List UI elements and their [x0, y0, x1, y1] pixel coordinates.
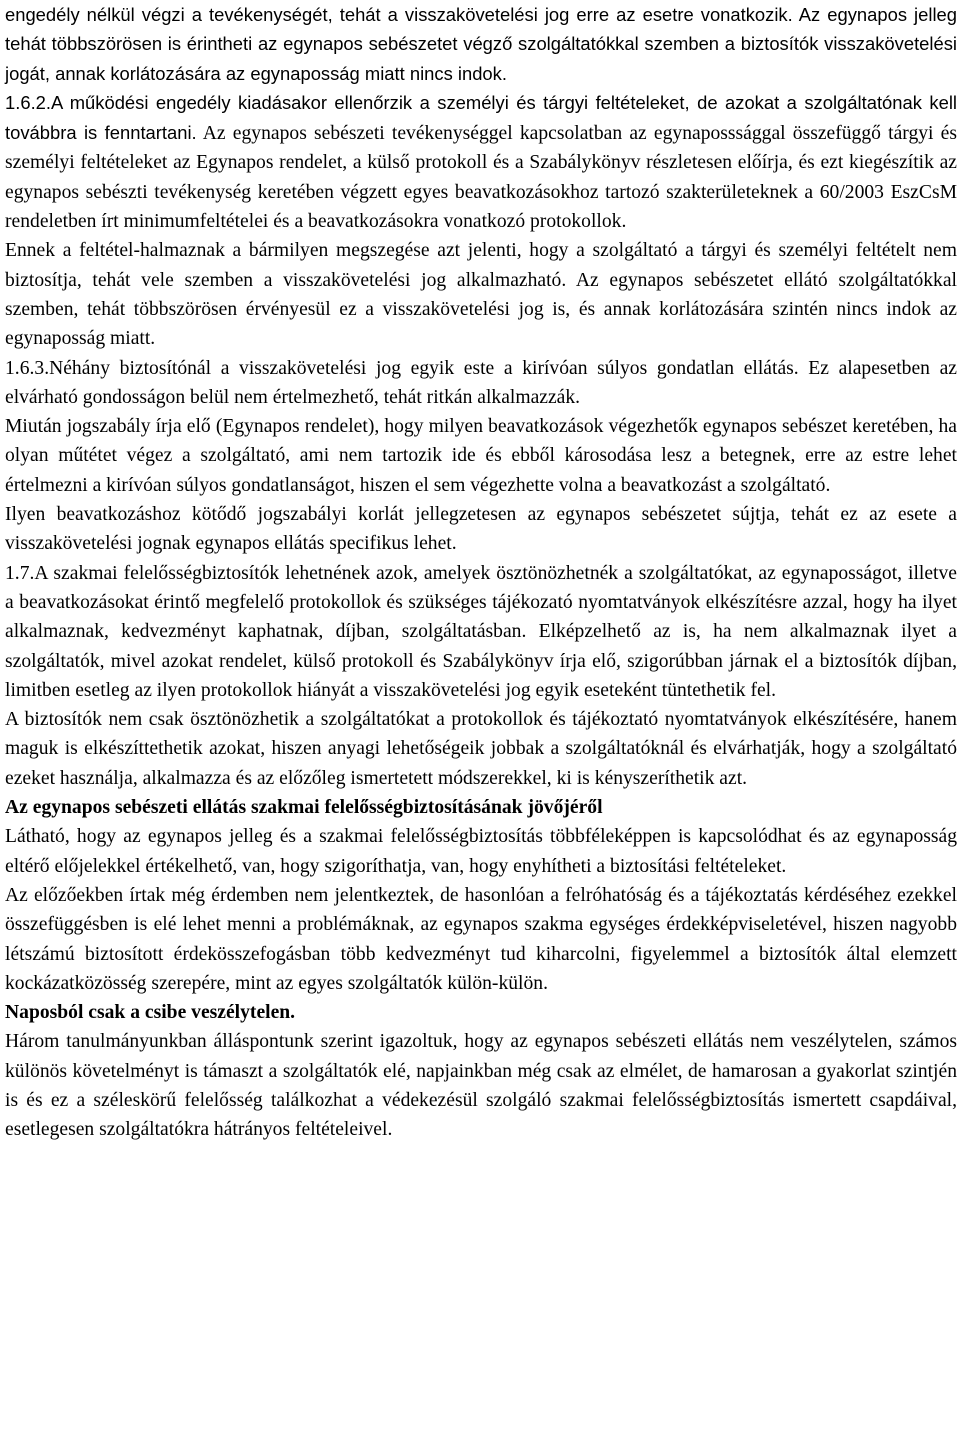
paragraph-9: Látható, hogy az egynapos jelleg és a szakmai felelősségbiztosítás többféleképpen is kapcsolódhat és az egynaposság eltérő előjelekkel értékelhető, van, hogy szigoríthatja, van, hogy enyhítheti a biztosítási feltételeket.: [5, 826, 957, 877]
paragraph-1-6-3: 1.6.3.Néhány biztosítónál a visszakövetelési jog egyik este a kirívóan súlyos gondatlan ellátás. Ez alapesetben az elvárható gondosságon belül nem értelmezhető, tehát ritkán alkalmazzák.: [5, 357, 957, 408]
paragraph-5: Miután jogszabály írja elő (Egynapos rendelet), hogy milyen beavatkozások végezhetők egynapos sebészet keretében, ha olyan műtétet végez a szolgáltató, ami nem tartozik ide és ebből károsodása lesz a betegnek, erre az estre lehet értelmezni a kirívóan súlyos gondatlanságot, hiszen el sem végezhette volna a beavatkozást a szolgáltató.: [5, 416, 957, 496]
section-1-6-2-lead: 1.6.2.A működési engedély kiadásakor ellenőrzik a személyi és tárgyi feltételeket, de azokat a szolgáltatónak kell továbbra is fenntartani.: [5, 91, 957, 144]
section-1-6-2-body: Az egynapos sebészeti tevékenységgel kapcsolatban az egynaposssággal összefüggő tárgyi és személyi feltételeket az Egynapos rendelet, a külső protokoll és a Szabálykönyv részletesen előírja, és ezt kiegészítik az egynapos sebészti tevékenység keretében végzett egyes beavatkozásokhoz tartozó szakterületeknek a 60/2003 EszCsM rendeletben írt minimumfeltételei és a beavatkozásokra vonatkozó protokollok.: [5, 123, 957, 233]
paragraph-1-6-2: [5, 88, 957, 236]
paragraph-3: Ennek a feltétel-halmaznak a bármilyen megszegése azt jelenti, hogy a szolgáltató a tárgyi és személyi feltételt nem biztosítja, tehát vele szemben a visszakövetelési jog alkalmazható. Az egynapos sebészetet ellátó szolgáltatókkal szemben, tehát többszörösen érvényesül ez a visszakövetelési jog is, és annak korlátozására szintén nincs indok az egynaposság miatt.: [5, 240, 957, 350]
section-heading-future: Az egynapos sebészeti ellátás szakmai felelősségbiztosításának jövőjéről: [5, 797, 603, 819]
document-page: [5, 0, 957, 1145]
paragraph-6: Ilyen beavatkozáshoz kötődő jogszabályi korlát jellegzetesen az egynapos sebészetet sújtja, tehát ez az esete a visszakövetelési jognak egynapos ellátás specifikus lehet.: [5, 504, 957, 555]
paragraph-11: Három tanulmányunkban álláspontunk szerint igazoltuk, hogy az egynapos sebészeti ellátás nem veszélytelen, számos különös követelményt is támaszt a szolgáltatók elé, napjainkban még csak az elmélet, de hamarosan a gyakorlat szintjén is és ez a széleskörű felelősség találkozhat a védekezésül szolgáló szakmai felelősségbiztosítás ismertett csapdáival, esetlegesen szolgáltatókra hátrányos feltételeivel.: [5, 1031, 957, 1141]
paragraph-1: engedély nélkül végzi a tevékenységét, tehát a visszakövetelési jog erre az esetre vonatkozik. Az egynapos jelleg tehát többszörösen is érintheti az egynapos sebészetet végző szolgáltatókkal szemben a biztosítók visszakövetelési jogát, annak korlátozására az egynaposság miatt nincs indok.: [5, 4, 957, 84]
section-heading-csibe: Naposból csak a csibe veszélytelen.: [5, 1002, 296, 1024]
paragraph-1-7: 1.7.A szakmai felelősségbiztosítók lehetnének azok, amelyek ösztönözhetnék a szolgáltatókat, az egynaposságot, illetve a beavatkozásokat érintő megfelelő protokollok és szükséges tájékozató nyomtatványok elkészítésre azzal, hogy ha ilyet alkalmaznak, kedvezményt kaphatnak, díjban, szolgáltatásban. Elképzelhető az is, ha nem alkalmaznak ilyet a szolgáltatók, mivel azokat rendelet, külső protokoll és Szabálykönyv írja elő, szigorúbban járnak el a biztosítók díjban, limitben esetleg az ilyen protokollok hiányát a visszakövetelési jog egyik eseteként tüntethetik fel.: [5, 562, 957, 701]
paragraph-10: Az előzőekben írtak még érdemben nem jelentkeztek, de hasonlóan a felróhatóság és a tájékoztatás kérdéséhez ezekkel összefüggésben is elé lehet menni a problémáknak, az egynapos szakma egységes érdekképviseletével, hiszen nagyobb létszámú biztosított érdekösszefogásban több kedvezményt tud kiharcolni, figyelemmel a biztosítók által elemzett kockázatközösség szerepére, mint az egyes szolgáltatók külön-külön.: [5, 884, 957, 994]
paragraph-8: A biztosítók nem csak ösztönözhetik a szolgáltatókat a protokollok és tájékoztató nyomtatványok elkészítésére, hanem maguk is elkészíttethetik azokat, hiszen anyagi lehetőségeik jobbak a szolgáltatóknál és elvárhatják, hogy a szolgáltató ezeket használja, alkalmazza és az előzőleg ismertetett módszerekkel, ki is kényszeríthetik azt.: [5, 709, 957, 789]
